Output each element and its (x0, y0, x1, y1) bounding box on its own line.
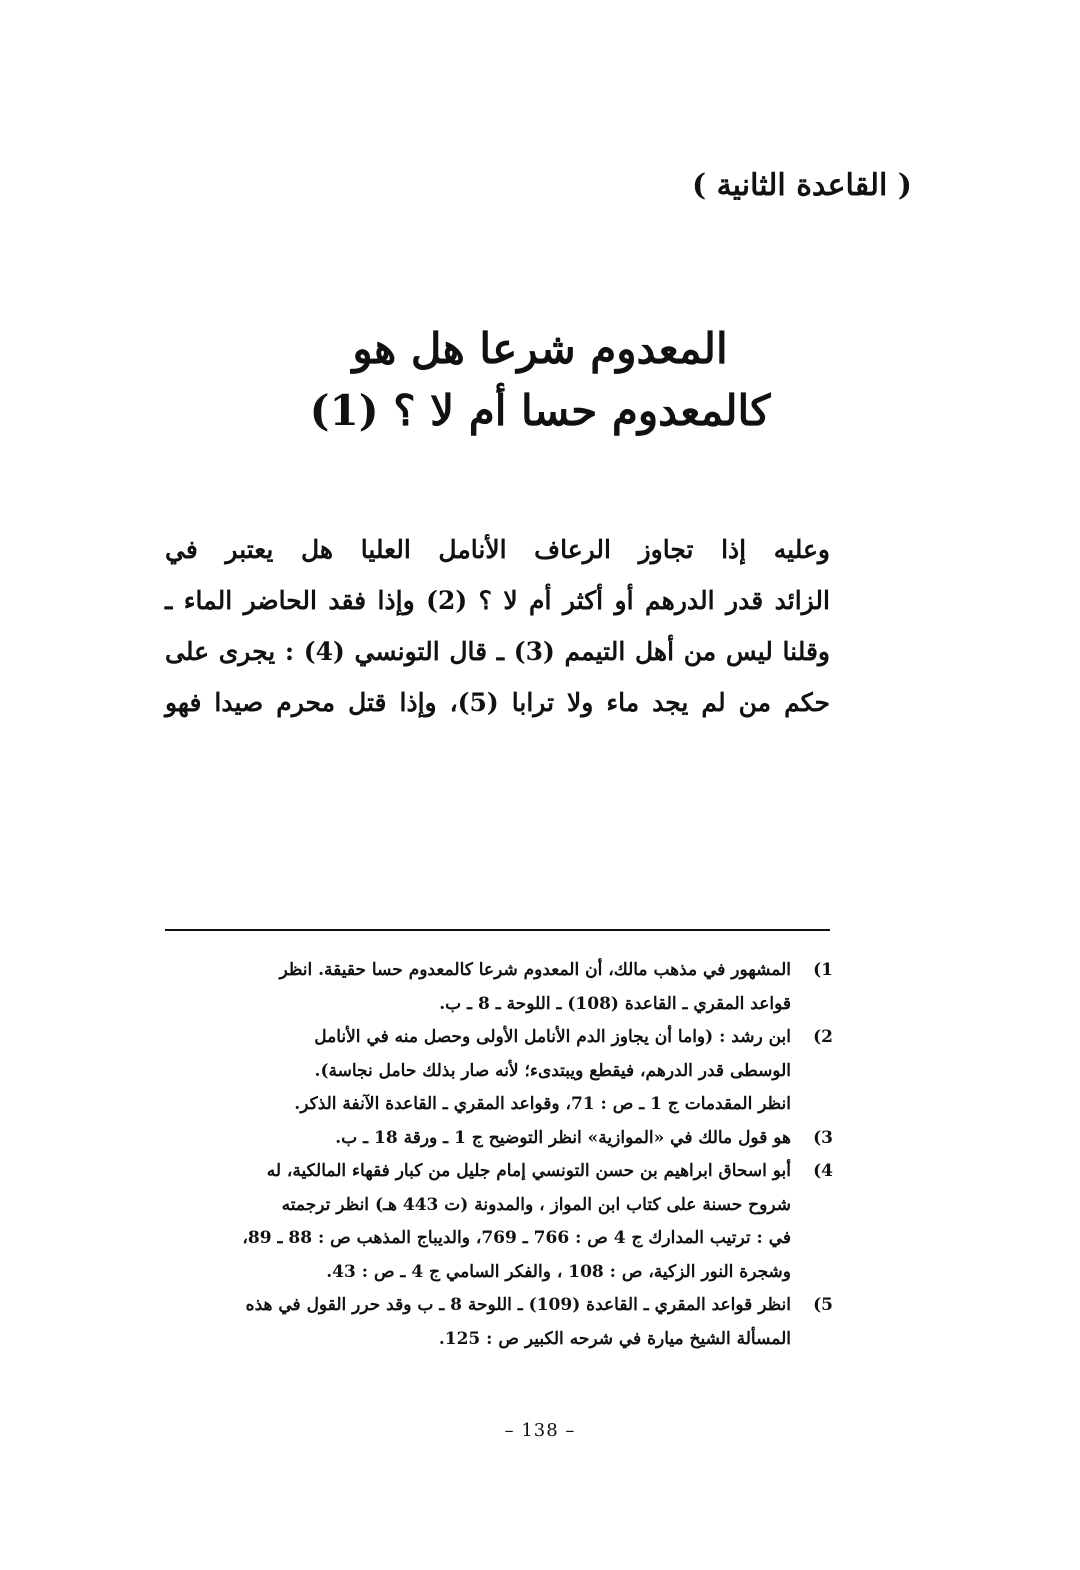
footnote-line: انظر المقدمات ج 1 ـ ص : 71، وقواعد المقري ـ القاعدة الآنفة الذكر. (294, 1094, 791, 1114)
body-line: وقلنا ليس من أهل التيمم (3) ـ قال التونسي (4) : يجرى على (165, 637, 830, 666)
footnote-line: في : ترتيب المدارك ج 4 ص : 766 ـ 769، والديباج المذهب ص : 88 ـ 89، (242, 1228, 791, 1248)
footnote-line: ابن رشد : (واما أن يجاوز الدم الأنامل الأولى وحصل منه في الأنامل (314, 1027, 791, 1047)
footnote-line: المسألة الشيخ ميارة في شرحه الكبير ص : 125. (438, 1328, 791, 1349)
footnote-line: أبو اسحاق ابراهيم بن حسن التونسي إمام جليل من كبار فقهاء المالكية، له (266, 1161, 791, 1181)
footnote-3 (165, 1122, 833, 1156)
body-line: وعليه إذا تجاوز الرعاف الأنامل العليا هل يعتبر في (165, 535, 830, 564)
footnotes (165, 954, 833, 1356)
footnote-line: هو قول مالك في «الموازية» انظر التوضيح ج 1 ـ ورقة 18 ـ ب. (335, 1127, 791, 1148)
footnote-line: المشهور في مذهب مالك، أن المعدوم شرعا كالمعدوم حسا حقيقة. انظر (279, 960, 791, 980)
footnote-line: الوسطى قدر الدرهم، فيقطع ويبتدىء؛ لأنه صار بذلك حامل نجاسة). (314, 1060, 791, 1081)
body-line: الزائد قدر الدرهم أو أكثر أم لا ؟ (2) وإذا فقد الحاضر الماء ـ (165, 586, 830, 615)
title-line-1: المعدوم شرعا هل هو (352, 324, 728, 373)
footnote-number: (3 (813, 1127, 833, 1148)
footnote-number: (5 (813, 1295, 833, 1315)
footnote-5 (165, 1289, 833, 1356)
footnote-1 (165, 954, 833, 1021)
footnote-line: شروح حسنة على كتاب ابن المواز ، والمدونة (ت 443 هـ) انظر ترجمته (281, 1194, 791, 1215)
section-label: ( القاعدة الثانية ) (691, 168, 912, 203)
footnote-2 (165, 1021, 833, 1122)
body-line: حكم من لم يجد ماء ولا ترابا (5)، وإذا قتل محرم صيدا فهو (165, 688, 830, 717)
footnote-number: (2 (813, 1027, 833, 1047)
footnote-4 (165, 1155, 833, 1289)
rule-title (160, 318, 920, 442)
page-number: – 138 – (504, 1420, 576, 1441)
footnote-line: وشجرة النور الزكية، ص : 108 ، والفكر السامي ج 4 ـ ص : 43. (326, 1261, 791, 1282)
footnote-line: انظر قواعد المقري ـ القاعدة (109) ـ اللوحة 8 ـ ب وقد حرر القول في هذه (245, 1295, 791, 1315)
title-line-2: كالمعدوم حسا أم لا ؟ (1) (309, 386, 771, 435)
footnote-number: (4 (813, 1161, 833, 1181)
footnote-line: قواعد المقري ـ القاعدة (108) ـ اللوحة ـ 8 ـ ب. (439, 993, 791, 1014)
footnote-number: (1 (813, 960, 833, 980)
body-paragraph (165, 524, 830, 728)
footnote-divider (165, 929, 830, 931)
